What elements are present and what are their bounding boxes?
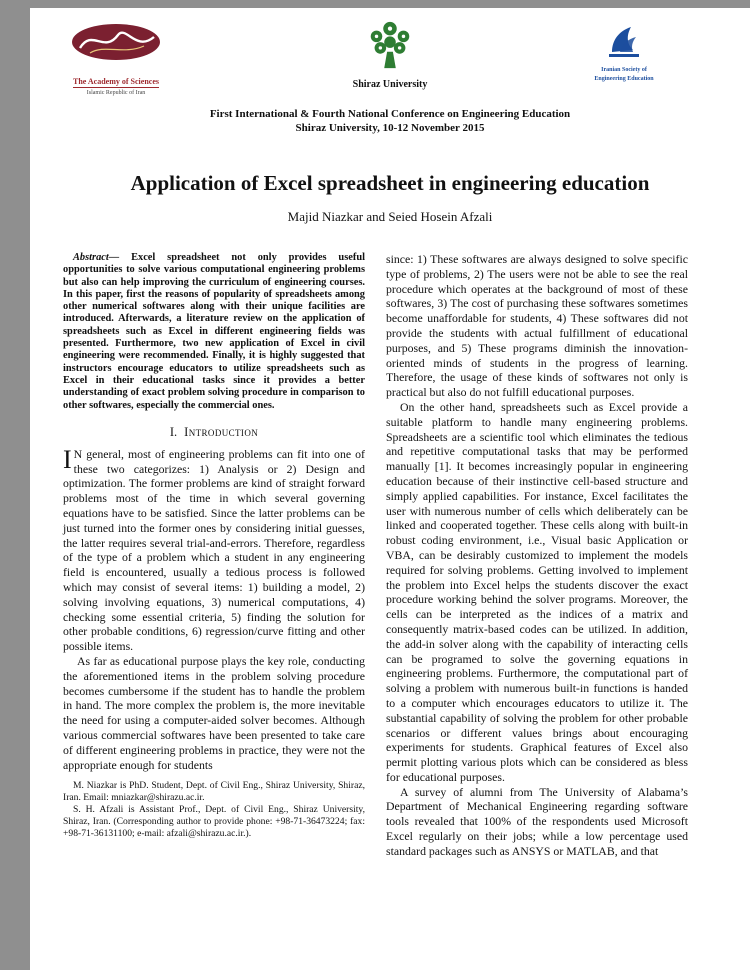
paper-authors: Majid Niazkar and Seied Hosein Afzali bbox=[287, 209, 493, 224]
academy-of-sciences-logo-icon bbox=[68, 22, 164, 66]
footnote-niazkar: M. Niazkar is PhD. Student, Dept. of Civil Eng., Shiraz University, Shiraz, Iran. Email: mniazkar@shirazu.ac.ir. bbox=[63, 780, 365, 804]
section-number: I. bbox=[169, 424, 178, 439]
shiraz-university-logo-icon bbox=[364, 20, 416, 72]
right-paragraph-2: On the other hand, spreadsheets such as Excel provide a suitable platform to handle many engineering problems. Spreadsheets are a scientific tool which eliminates the tedious and repetitive computational tasks that may be performed manually [1]. It becomes increasingly popular in engineering education because of their instinctive cell-based structure and simply applied capabilities. For instance, Excel facilitates the user with numerous number of cells which deliberately can be linked and cooperated together. These cells along with built-in robust coding environment, i.e., Visual basic Application or VBA, can be desirably customized to implement the models required for solving problems. Getting involved to implement the problem into Excel helps the students discover the exact procedure working behind the solver programs. Moreover, the cells can be interpreted as the indices of a matrix and consequently matrix-based codes can be utilized. In addition, the add-in solver along with the capability of interacting cells can be programed to solve the governing equations in engineering problems. Furthermore, the computational part of solving a problem with numerous built-in functions is handed to a computer which encourages educators to utilize it. The substantial capability of solving the problem for other probable scenarios or different values brings about encouraging experiments for students. Graphical features of Excel also permit plotting various plots which can be considered as bless for educational purposes. bbox=[386, 399, 688, 784]
header-logos bbox=[30, 20, 750, 102]
intro-paragraph-1-text: N general, most of engineering problems can fit into one of these two categorizes: 1) Analysis or 2) Design and optimization. The former problems are kind of straight forward problems most of the time in which several governing equations have to be satisfied. Since the latter problems can be just turned into the former ones by considering initial guesses, the latter requires several trial-and-errors. Therefore, regardless of the type of a problem which a student in any engineering field is encountered, usually a tedious process is followed which may consist of several items: 1) building a model, 2) solving involving equations, 3) numerical computations, 4) checking some essential criteria, 5) finding the solution for other probable conditions, 6) regression/curve fitting and other possible items. bbox=[63, 446, 365, 654]
right-paragraph-1: since: 1) These softwares are always designed to solve specific type of problems, 2) The users were not be able to see the real procedure which operates at the background of most of these softwares, 3) The cost of purchasing these softwares sometimes become unaffordable for students, 4) These softwares did not provide the students with actual fulfillment of educational purposes, and 5) These programs diminish the innovation-oriented minds of students in the progress of learning. Therefore, the usage of these kinds of softwares not only is practical but also do not fulfill educational purposes. bbox=[386, 252, 688, 400]
left-column bbox=[63, 252, 365, 859]
academy-subcaption: Islamic Republic of Iran bbox=[86, 90, 146, 96]
paper-title: Application of Excel spreadsheet in engineering education bbox=[130, 171, 650, 195]
section-title: Introduction bbox=[184, 424, 259, 439]
footnote-afzali: S. H. Afzali is Assistant Prof., Dept. of Civil Eng., Shiraz University, Shiraz, Iran. (Corresponding author to provide phone: +98-71-36473224; fax: +98-71-36131100; e-mail: afzali@shirazu.ac.ir.). bbox=[63, 803, 365, 839]
paper-body bbox=[63, 252, 720, 859]
abstract-label: Abstract— bbox=[73, 252, 120, 263]
author-footnotes bbox=[63, 780, 365, 839]
paper-page bbox=[30, 8, 750, 970]
academy-caption: The Academy of Sciences bbox=[73, 77, 159, 86]
conference-header bbox=[30, 108, 750, 135]
shiraz-university-logo bbox=[320, 20, 460, 90]
shiraz-caption: Shiraz University bbox=[352, 79, 428, 90]
academy-of-sciences-logo bbox=[56, 22, 176, 97]
engineering-society-logo bbox=[578, 24, 670, 83]
intro-paragraph-2: As far as educational purpose plays the key role, conducting the aforementioned items in the problem solving procedure becomes cumbersome if the student has to handle the problem in hand. The more complex the problem is, the more inevitable the need for using a computer-aided solver becomes. Although various commercial softwares have been presented to take care of different engineering problems in practice, they were not the appropriate enough for students bbox=[63, 654, 365, 772]
section-heading-introduction bbox=[63, 425, 365, 440]
society-caption-line2: Engineering Education bbox=[594, 76, 654, 82]
right-column bbox=[386, 252, 688, 859]
abstract-text: Excel spreadsheet not only provides useful opportunities to solve various computational engineering problems but also can help improving the curriculum of engineering courses. In this paper, first the reasons of popularity of spreadsheets among other numerical softwares along with their unique facilities are introduced. Afterwards, a literature review on the application of spreadsheets such as Excel in different engineering fields was presented. Furthermore, two new application of Excel in civil engineering were recommended. Finally, it is highly suggested that instructors encourage educators to utilize spreadsheets such as Excel in their educational tasks since it provides a better understanding of exact problem solving procedure in comparison to other softwares, especially the commercial ones. bbox=[63, 252, 365, 411]
engineering-education-society-logo-icon bbox=[605, 24, 643, 60]
conference-line-1: First International & Fourth National Conference on Engineering Education bbox=[209, 108, 571, 120]
conference-line-2: Shiraz University, 10-12 November 2015 bbox=[295, 121, 485, 134]
abstract-paragraph bbox=[63, 252, 365, 412]
right-paragraph-3: A survey of alumni from The University of Alabama’s Department of Mechanical Engineering regarding software tools revealed that 100% of the respondents used Microsoft Excel regularly on their jobs; while a low percentage used standard packages such as ANSYS or MATLAB, and that bbox=[386, 784, 688, 858]
drop-cap: I bbox=[63, 444, 72, 474]
society-caption-line1: Iranian Society of bbox=[601, 67, 647, 73]
intro-paragraph-1 bbox=[63, 444, 365, 654]
